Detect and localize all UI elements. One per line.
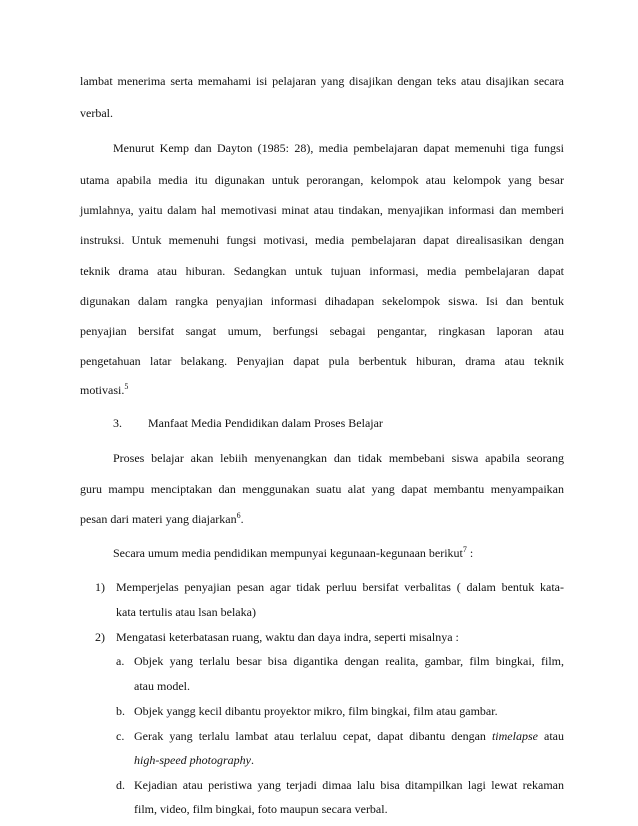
- list-item-line: kata tertulis atau lsan belaka): [116, 605, 256, 619]
- sublist-letter: b.: [116, 704, 125, 718]
- paragraph-text-end: :: [466, 546, 474, 560]
- sublist-item-line: [134, 728, 564, 744]
- footnote-ref: 5: [124, 382, 129, 391]
- section-title: Manfaat Media Pendidikan dalam Proses Belajar: [148, 416, 383, 430]
- sublist-italic-term: high-speed photography: [134, 753, 251, 767]
- paragraph-line: Menurut Kemp dan Dayton (1985: 28), media pembelajaran dapat memenuhi tiga fungsi: [113, 141, 564, 155]
- list-number: 1): [95, 580, 105, 594]
- sublist-letter: c.: [116, 729, 125, 743]
- paragraph-text: Secara umum media pendidikan mempunyai kegunaan-kegunaan berikut: [113, 546, 463, 560]
- paragraph-line: pengetahuan latar belakang. Penyajian dapat pula berbentuk hiburan, drama atau teknik: [80, 354, 564, 368]
- sublist-letter: a.: [116, 654, 125, 668]
- sublist-item-line: film, video, film bingkai, foto maupun secara verbal.: [134, 802, 388, 816]
- paragraph-line: penyajian bersifat sangat umum, berfungsi sebagai pengantar, ringkasan laporan atau: [80, 324, 564, 338]
- sublist-item-line: Kejadian atau peristiwa yang terjadi dimaa lalu bisa ditampilkan lagi lewat rekaman: [134, 778, 564, 792]
- paragraph-line: [113, 545, 564, 561]
- sublist-letter: d.: [116, 778, 125, 792]
- sublist-text: Gerak yang terlalu lambat atau terlaluu cepat, dapat dibantu dengan: [134, 729, 492, 743]
- sublist-item-line: [134, 752, 564, 768]
- paragraph-line: verbal.: [80, 106, 113, 120]
- section-number: 3.: [113, 416, 122, 430]
- paragraph-line: guru mampu menciptakan dan menggunakan suatu alat yang dapat membantu menyampaikan: [80, 482, 564, 496]
- sublist-italic-term: timelapse: [491, 729, 538, 743]
- list-item-line: Memperjelas penyajian pesan agar tidak perluu bersifat verbalitas ( dalam bentuk kata-: [116, 580, 564, 594]
- sublist-item-line: atau model.: [134, 679, 190, 693]
- paragraph-line: [80, 382, 564, 398]
- paragraph-line: utama apabila media itu digunakan untuk perorangan, kelompok atau kelompok yang besar: [80, 173, 564, 187]
- paragraph-text: pesan dari materi yang diajarkan: [80, 512, 237, 526]
- footnote-ref: 7: [462, 545, 467, 554]
- sublist-item-line: Objek yangg kecil dibantu proyektor mikro, film bingkai, film atau gambar.: [134, 704, 498, 718]
- list-number: 2): [95, 630, 105, 644]
- paragraph-line: [80, 511, 564, 527]
- list-item-line: Mengatasi keterbatasan ruang, waktu dan daya indra, seperti misalnya :: [116, 630, 459, 644]
- paragraph-line: teknik drama atau hiburan. Sedangkan untuk tujuan informasi, media pembelajaran dapat: [80, 264, 564, 278]
- paragraph-line: lambat menerima serta memahami isi pelajaran yang disajikan dengan teks atau disajikan secara: [80, 74, 564, 88]
- sublist-item-line: Objek yang terlalu besar bisa digantika dengan realita, gambar, film bingkai, film,: [134, 654, 564, 668]
- sublist-text: atau: [537, 729, 564, 743]
- paragraph-line: Proses belajar akan lebiih menyenangkan dan tidak membebani siswa apabila seorang: [113, 451, 564, 465]
- footnote-ref: 6: [236, 511, 241, 520]
- paragraph-line: digunakan dalam rangka penyajian informasi dihadapan sekelompok siswa. Isi dan bentuk: [80, 294, 564, 308]
- paragraph-line: instruksi. Untuk memenuhi fungsi motivasi, media pembelajaran dapat direalisasikan dengan: [80, 233, 564, 247]
- paragraph-text: motivasi.: [80, 383, 125, 397]
- sublist-text: .: [250, 753, 254, 767]
- paragraph-line: jumlahnya, yaitu dalam hal memotivasi minat atau tindakan, menyajikan informasi dan memberi: [80, 203, 564, 217]
- paragraph-text-end: .: [240, 512, 244, 526]
